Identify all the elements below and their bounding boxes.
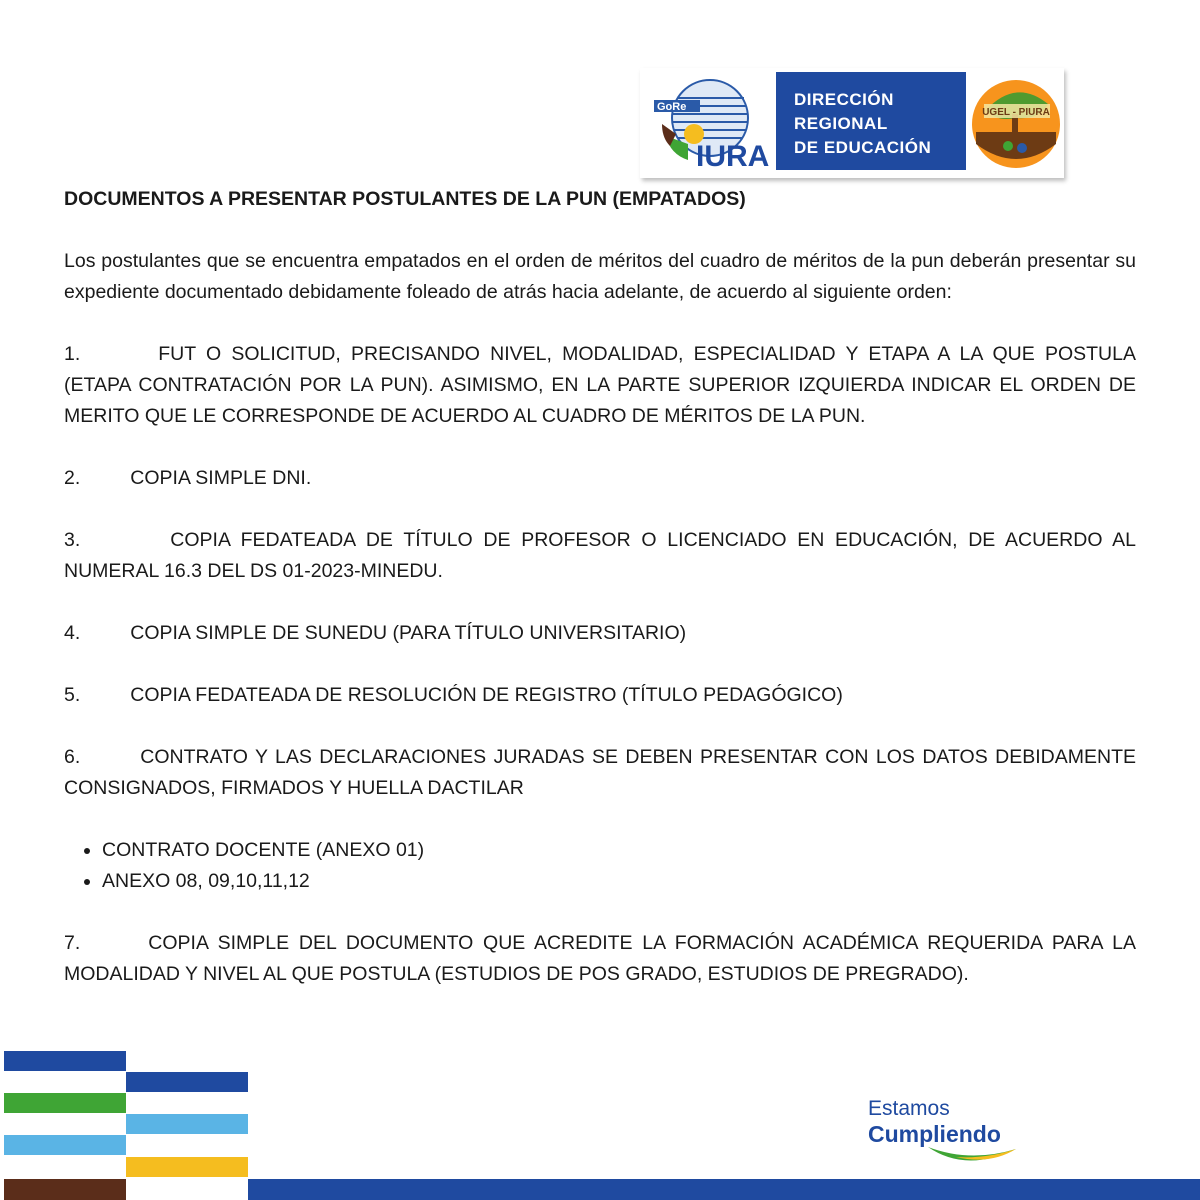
footer-bar [248, 1179, 1200, 1200]
swoosh-icon [926, 1143, 1018, 1167]
intro-paragraph: Los postulantes que se encuentra empatados en el orden de méritos del cuadro de méritos de la pun deberán presentar su expediente documentado debidamente foleado de atrás hacia adelante, de acuerdo al siguiente orden: [64, 250, 1136, 303]
item-number: 4. [64, 622, 81, 644]
document-title: DOCUMENTOS A PRESENTAR POSTULANTES DE LA PUN (EMPATADOS) [64, 188, 746, 210]
stripe-navy-top [4, 1051, 126, 1071]
item-text: FUT O SOLICITUD, PRECISANDO NIVEL, MODALIDAD, ESPECIALIDAD Y ETAPA A LA QUE POSTULA (ETAPA CONTRATACIÓN POR LA PUN). ASIMISMO, EN LA PARTE SUPERIOR IZQUIERDA INDICAR EL ORDEN DE MERITO QUE LE CORRESPONDE DE ACUERDO AL CUADRO DE MÉRITOS DE LA PUN. [64, 343, 1136, 427]
estamos-cumpliendo-logo [868, 1097, 1028, 1167]
stripe-brown [4, 1179, 126, 1200]
item-number: 1. [64, 343, 81, 365]
dre-line-2: REGIONAL [794, 114, 888, 133]
dre-line-3: DE EDUCACIÓN [794, 138, 932, 157]
list-item [64, 742, 1136, 804]
slogan-line-1: Estamos [868, 1097, 950, 1120]
stripe-yellow [126, 1157, 248, 1177]
direccion-regional-badge [776, 72, 966, 170]
stripe-green [4, 1093, 126, 1113]
item-number: 3. [64, 529, 81, 551]
item-number: 6. [64, 746, 81, 768]
item-number: 2. [64, 467, 81, 489]
svg-text:GoRe: GoRe [657, 101, 687, 113]
list-item [64, 680, 1136, 711]
header-logos [640, 68, 1064, 178]
bullet-item: • ANEXO 08, 09,10,11,12 [102, 866, 1136, 897]
bullet-item: • CONTRATO DOCENTE (ANEXO 01) [102, 835, 1136, 866]
list-item [64, 525, 1136, 587]
item-text: COPIA FEDATEADA DE RESOLUCIÓN DE REGISTRO (TÍTULO PEDAGÓGICO) [130, 684, 843, 706]
annex-bullet-list [64, 835, 1136, 897]
item-number: 5. [64, 684, 81, 706]
list-item [64, 618, 1136, 649]
svg-text:IURA: IURA [696, 140, 770, 172]
stripe-sky-left [4, 1135, 126, 1155]
list-item [64, 339, 1136, 432]
item-number: 7. [64, 932, 81, 954]
list-item [64, 463, 1136, 494]
item-text: CONTRATO Y LAS DECLARACIONES JURADAS SE DEBEN PRESENTAR CON LOS DATOS DEBIDAMENTE CONSIGNADOS, FIRMADOS Y HUELLA DACTILAR [64, 746, 1136, 799]
svg-text:UGEL - PIURA: UGEL - PIURA [982, 107, 1050, 118]
slogan-line-2: Cumpliendo [868, 1121, 1001, 1147]
item-text: COPIA FEDATEADA DE TÍTULO DE PROFESOR O LICENCIADO EN EDUCACIÓN, DE ACUERDO AL NUMERAL 16.3 DEL DS 01-2023-MINEDU. [64, 529, 1136, 582]
item-text: COPIA SIMPLE DNI. [130, 467, 312, 489]
gore-piura-logo [648, 74, 774, 172]
stripe-navy-right [126, 1072, 248, 1092]
dre-line-1: DIRECCIÓN [794, 90, 894, 109]
item-text: COPIA SIMPLE DE SUNEDU (PARA TÍTULO UNIVERSITARIO) [130, 622, 687, 644]
item-text: COPIA SIMPLE DEL DOCUMENTO QUE ACREDITE LA FORMACIÓN ACADÉMICA REQUERIDA PARA LA MODALIDAD Y NIVEL AL QUE POSTULA (ESTUDIOS DE POS GRADO, ESTUDIOS DE PREGRADO). [64, 932, 1136, 985]
stripe-sky-right [126, 1114, 248, 1134]
list-item [64, 928, 1136, 990]
ugel-piura-logo [970, 74, 1062, 172]
document-body [64, 184, 1136, 990]
